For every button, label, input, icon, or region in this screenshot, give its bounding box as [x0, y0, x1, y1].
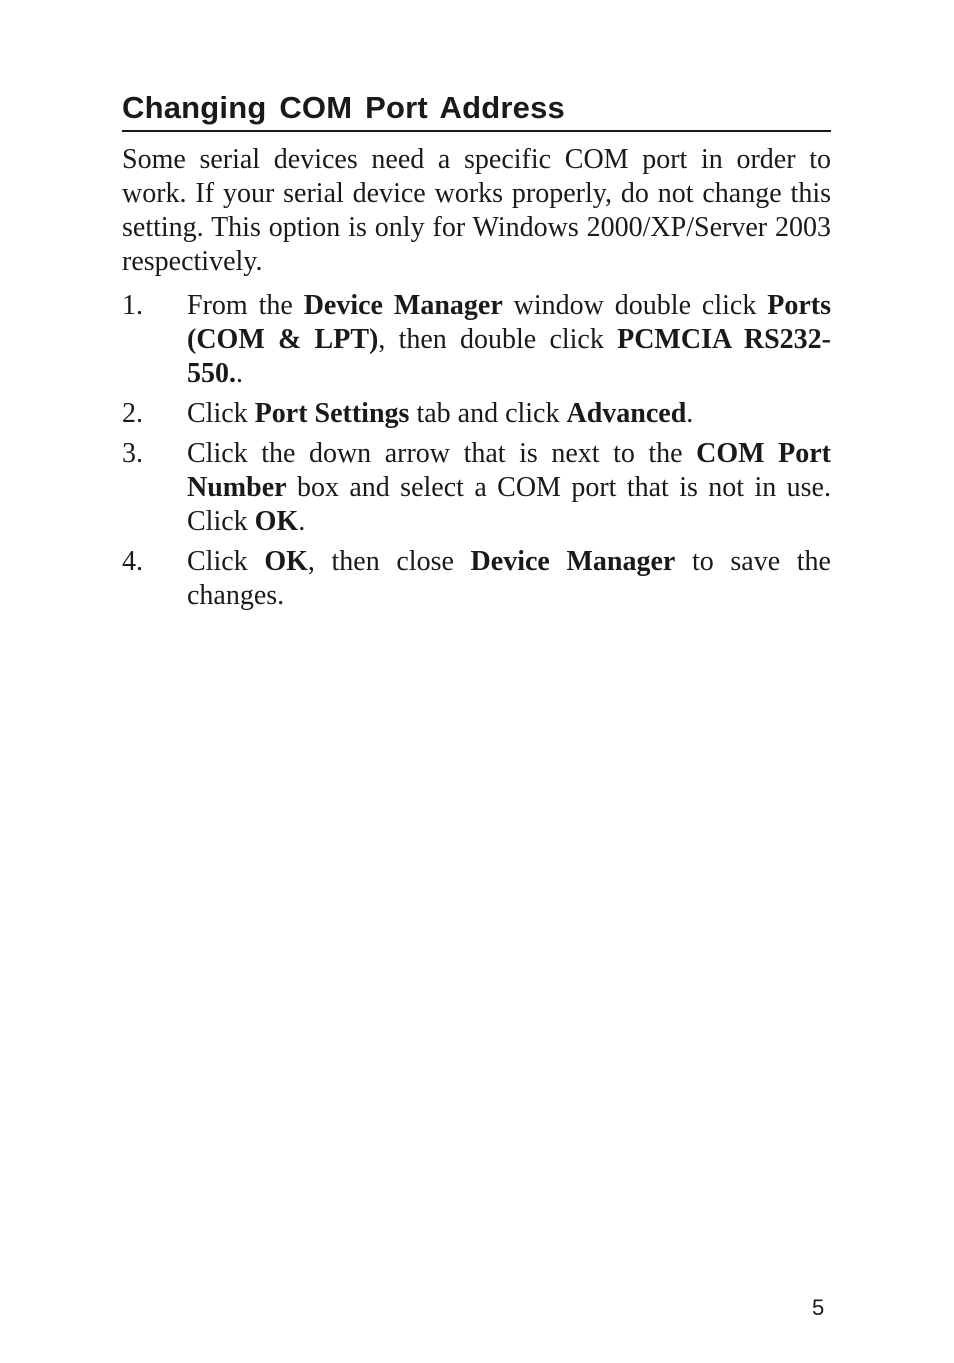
section-heading: Changing COM Port Address — [122, 88, 831, 132]
step-number: 1. — [122, 290, 143, 321]
step-number: 3. — [122, 438, 143, 469]
ui-term: Device Manager — [303, 290, 503, 321]
ui-term: OK — [264, 546, 308, 577]
instruction-steps — [122, 289, 831, 613]
step-item — [122, 437, 831, 539]
ui-term: Ports (COM & LPT) — [187, 290, 832, 355]
step-text: Click Port Settings tab and click Advanced. — [187, 398, 694, 429]
step-item — [122, 545, 831, 613]
step-number: 2. — [122, 398, 143, 429]
document-page — [122, 88, 831, 619]
step-item — [122, 397, 831, 431]
ui-term: COM Port Number — [187, 438, 831, 503]
page-number: 5 — [812, 1295, 825, 1320]
step-text: Click OK, then close Device Manager to save the changes. — [187, 546, 831, 611]
ui-term: OK — [254, 506, 299, 537]
ui-term: Port Settings — [254, 398, 410, 429]
step-text: From the Device Manager window double click Ports (COM & LPT), then double click PCMCIA RS232-550.. — [187, 290, 832, 389]
ui-term: Advanced — [566, 398, 687, 429]
step-number: 4. — [122, 546, 143, 577]
step-item — [122, 289, 831, 391]
intro-paragraph: Some serial devices need a specific COM port in order to work. If your serial device works properly, do not change this setting. This option is only for Windows 2000/XP/Server 2003 respectively. — [122, 144, 831, 277]
ui-term: PCMCIA RS232-550. — [187, 324, 831, 389]
step-text: Click the down arrow that is next to the COM Port Number box and select a COM port that is not in use. Click OK. — [187, 438, 831, 537]
ui-term: Device Manager — [470, 546, 676, 577]
